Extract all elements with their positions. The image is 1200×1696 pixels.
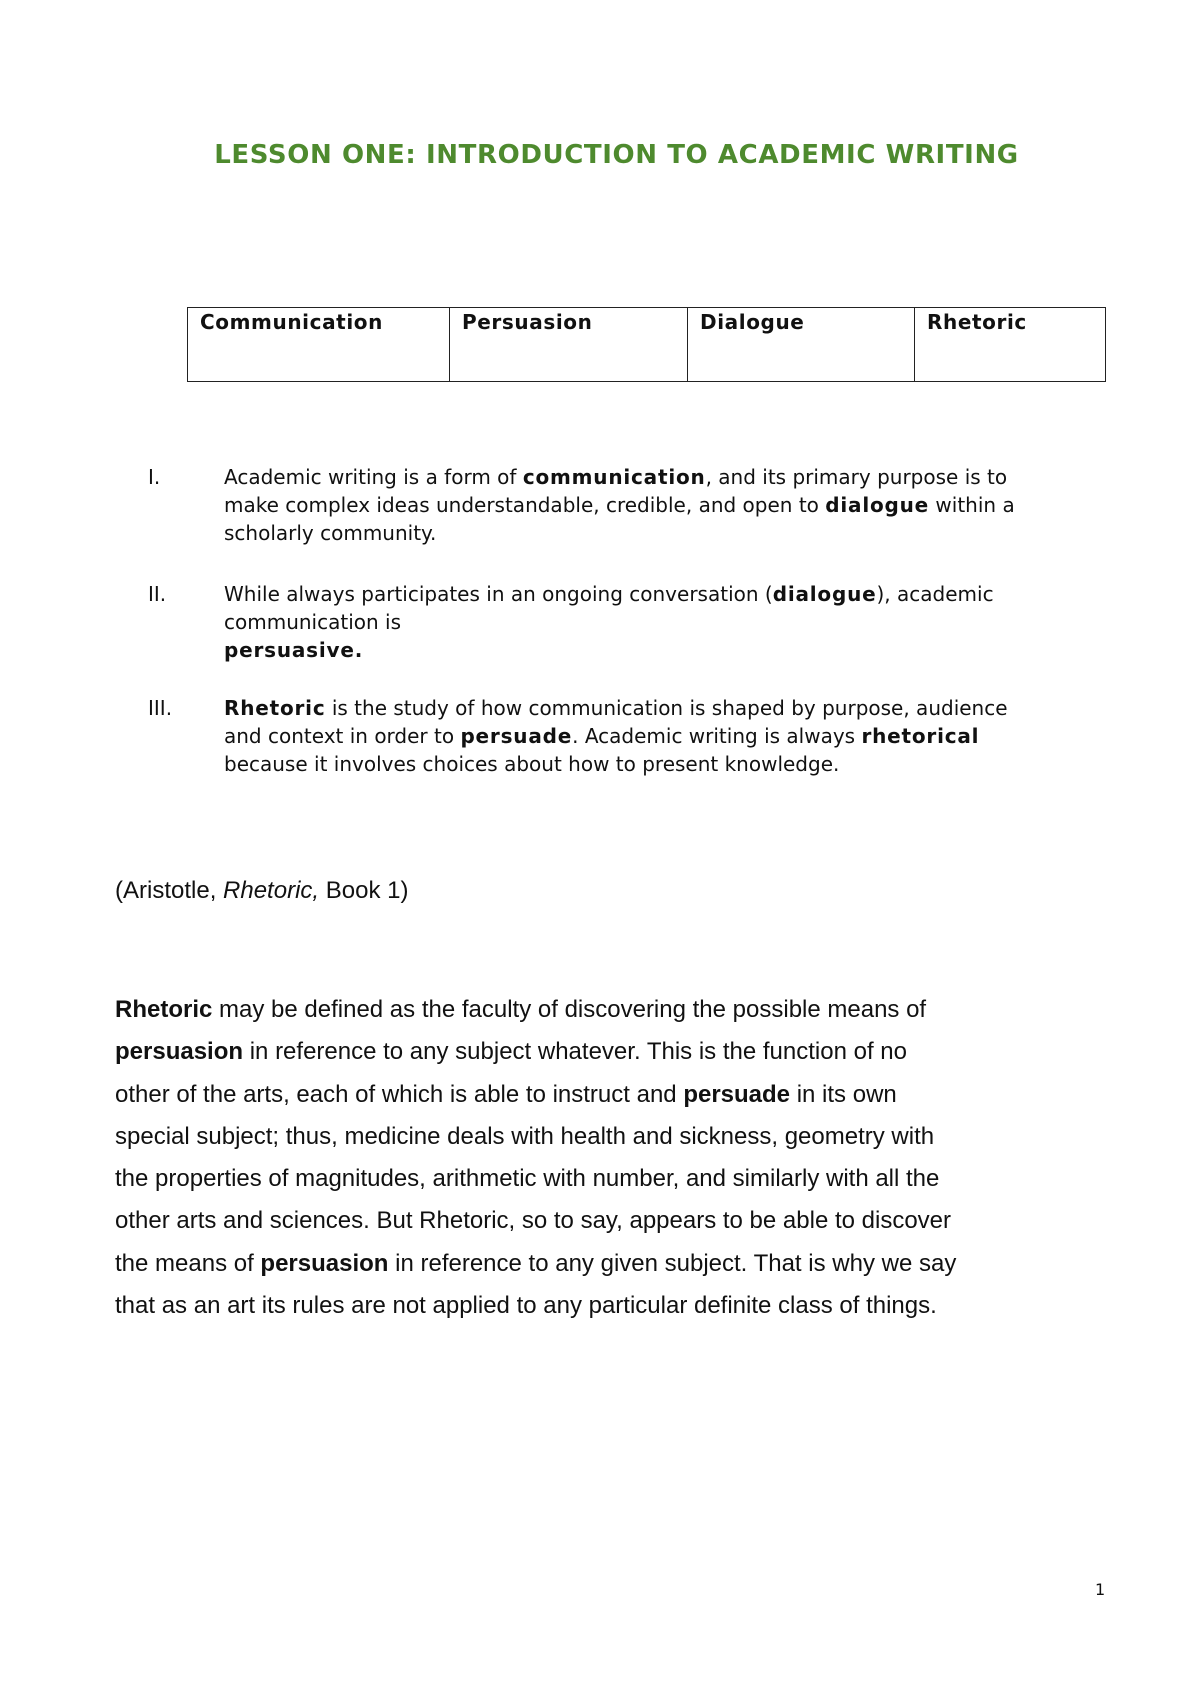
text-run: in its own [790,1080,897,1108]
bold-term: persuasion [260,1249,389,1277]
work-title: Rhetoric, [223,877,320,904]
bold-term: dialogue [825,493,930,517]
text-run: communication is [224,610,402,634]
text-line [115,1243,1115,1285]
bold-term: rhetorical [861,724,980,748]
text-line [224,636,1104,664]
text-run: special subject; thus, medicine deals with health and sickness, geometry with [115,1122,935,1150]
list-numeral: III. [148,696,173,720]
text-line [224,491,1104,519]
term-cell: Communication [188,308,450,382]
text-line [224,608,1104,636]
text-run: make complex ideas understandable, credible, and open to [224,493,826,517]
text-line [115,1116,1115,1158]
text-line [115,1031,1115,1073]
text-run: the means of [115,1249,261,1277]
text-line [224,722,1104,750]
term-cell: Dialogue [688,308,915,382]
list-item-text [224,580,1104,664]
table-row [188,308,1106,382]
citation [115,877,408,905]
page-number: 1 [1095,1580,1106,1599]
bold-term: persuasion [115,1038,244,1066]
aristotle-quote [115,989,1115,1327]
text-run: Academic writing is a form of [224,465,523,489]
term-cell: Rhetoric [915,308,1106,382]
term-cell: Persuasion [450,308,688,382]
text-run: scholarly community. [224,521,437,545]
text-run: in reference to any subject whatever. This is the function of no [243,1038,907,1066]
text-line [224,694,1104,722]
text-run: other of the arts, each of which is able to instruct and [115,1080,684,1108]
text-run: that as an art its rules are not applied to any particular definite class of things. [115,1292,937,1320]
text-run: ), academic [876,582,994,606]
bold-term: persuasive. [224,638,364,662]
text-run: the properties of magnitudes, arithmetic with number, and similarly with all the [115,1165,940,1193]
text-run: may be defined as the faculty of discovering the possible means of [212,996,927,1023]
text-line [224,519,1104,547]
list-numeral: II. [148,582,167,606]
bold-term: communication [522,465,706,489]
bold-term: persuade [460,724,573,748]
list-item-text [224,463,1104,547]
bold-term: dialogue [772,582,877,606]
list-numeral: I. [148,465,161,489]
text-line [224,463,1104,491]
text-run: because it involves choices about how to present knowledge. [224,752,840,776]
text-line [115,1200,1115,1242]
bold-term: Rhetoric [224,696,326,720]
text-run: , and its primary purpose is to [705,465,1008,489]
bold-term: Rhetoric [115,996,213,1023]
bold-term: persuade [683,1080,791,1108]
text-run: Book 1) [319,877,409,904]
text-line [224,750,1104,778]
text-run: and context in order to [224,724,461,748]
key-terms-table [187,307,1106,382]
text-run: While always participates in an ongoing conversation ( [224,582,773,606]
text-line [115,1285,1115,1327]
text-line [224,580,1104,608]
text-run: in reference to any given subject. That is why we say [388,1249,957,1277]
text-line [115,1074,1115,1116]
text-line [115,1158,1115,1200]
list-item-text [224,694,1104,778]
text-run: is the study of how communication is shaped by purpose, audience [325,696,1008,720]
text-run: (Aristotle, [115,877,224,904]
text-run: within a [929,493,1015,517]
text-run: . Academic writing is always [572,724,862,748]
text-run: other arts and sciences. But Rhetoric, so to say, appears to be able to discover [115,1207,952,1235]
lesson-title: LESSON ONE: INTRODUCTION TO ACADEMIC WRITING [214,140,1019,170]
text-line [115,989,1115,1031]
